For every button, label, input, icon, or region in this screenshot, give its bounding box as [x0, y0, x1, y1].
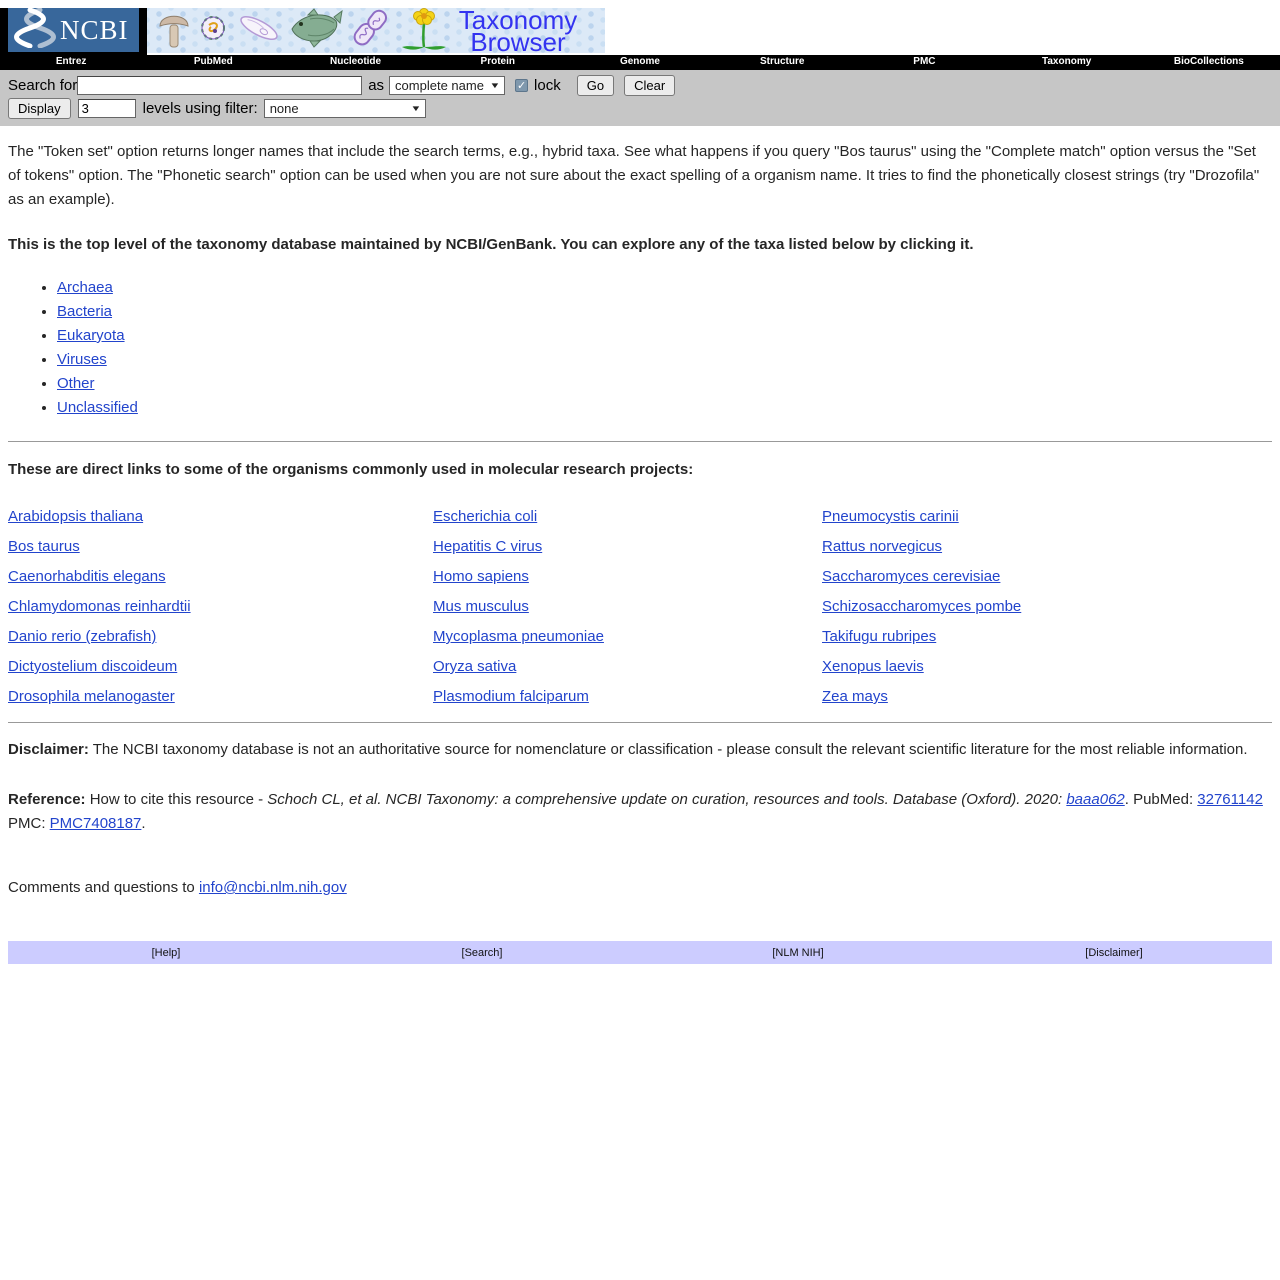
clear-button[interactable]: Clear [624, 75, 675, 96]
search-row [8, 74, 1272, 96]
divider [8, 441, 1272, 442]
citation-doi-link[interactable]: baaa062 [1066, 791, 1125, 808]
organism-link[interactable]: Zea mays [822, 688, 888, 705]
reference-citation: Schoch CL, et al. NCBI Taxonomy: a comprehensive update on curation, resources and tools. Database (Oxford). 2020: [267, 791, 1067, 808]
mitochondria-icon [349, 8, 393, 53]
footer-link-search[interactable]: [Search] [461, 946, 503, 959]
nav-item-genome[interactable]: Genome [619, 56, 660, 67]
search-for-label: Search for [8, 76, 78, 94]
pmc-label: PMC: [8, 815, 50, 832]
chevron-down-icon: ▼ [489, 80, 501, 90]
organism-link[interactable]: Mus musculus [433, 598, 529, 615]
search-input[interactable] [77, 76, 362, 95]
list-item [57, 324, 1272, 348]
virus-icon [196, 11, 230, 50]
taxa-link-other[interactable]: Other [57, 375, 95, 392]
footer-link-nlm-nih[interactable]: [NLM NIH] [772, 946, 824, 959]
organism-link[interactable]: Caenorhabditis elegans [8, 568, 166, 585]
footer-link-disclaimer[interactable]: [Disclaimer] [1085, 946, 1143, 959]
paramecium-icon [235, 8, 283, 53]
levels-input[interactable] [78, 99, 136, 118]
organism-link[interactable]: Dictyostelium discoideum [8, 658, 178, 675]
organism-link[interactable]: Pneumocystis carinii [822, 508, 959, 525]
name-type-select[interactable] [389, 76, 505, 95]
comments-line [8, 876, 1272, 900]
organism-link[interactable]: Xenopus laevis [822, 658, 924, 675]
list-item [57, 372, 1272, 396]
taxa-link-unclassified[interactable]: Unclassified [57, 399, 138, 416]
organism-link[interactable]: Oryza sativa [433, 658, 517, 675]
footer-link-help[interactable]: [Help] [151, 946, 181, 959]
nav-item-taxonomy[interactable]: Taxonomy [1042, 56, 1092, 67]
organism-link[interactable]: Schizosaccharomyces pombe [822, 598, 1022, 615]
page-header [0, 0, 1280, 55]
main-content [8, 140, 1272, 900]
filter-selected-value: none [269, 100, 299, 116]
reference-paragraph [8, 788, 1272, 836]
lock-checkbox[interactable] [515, 79, 528, 92]
organism-link[interactable]: Escherichia coli [433, 508, 538, 525]
search-toolbar [0, 70, 1280, 126]
list-item [57, 300, 1272, 324]
reference-label: Reference: [8, 791, 86, 808]
organism-link[interactable]: Drosophila melanogaster [8, 688, 175, 705]
list-item [57, 348, 1272, 372]
display-row [8, 97, 1272, 119]
ncbi-logo[interactable] [8, 8, 139, 52]
nav-item-nucleotide[interactable]: Nucleotide [329, 56, 382, 67]
taxa-link-archaea[interactable]: Archaea [57, 279, 113, 296]
taxonomy-browser-title [433, 9, 603, 53]
top-nav-bar [0, 55, 1280, 70]
organism-link[interactable]: Saccharomyces cerevisiae [822, 568, 1001, 585]
disclaimer-text: The NCBI taxonomy database is not an authoritative source for nomenclature or classification - please consult the relevant scientific literature for the most reliable information. [88, 741, 1248, 758]
top-level-heading: This is the top level of the taxonomy database maintained by NCBI/GenBank. You can explore any of the taxa listed below by clicking it. [8, 236, 974, 253]
nav-item-structure[interactable]: Structure [759, 56, 805, 67]
list-item [57, 276, 1272, 300]
as-label: as [368, 76, 385, 94]
organism-link[interactable]: Homo sapiens [433, 568, 529, 585]
organism-link[interactable]: Arabidopsis thaliana [8, 508, 144, 525]
nav-item-protein[interactable]: Protein [480, 56, 515, 67]
nav-item-pubmed[interactable]: PubMed [193, 56, 233, 67]
nav-item-biocollections[interactable]: BioCollections [1173, 56, 1244, 67]
mushroom-icon [157, 8, 191, 53]
nav-item-pmc[interactable]: PMC [913, 56, 936, 67]
reference-period: . [141, 815, 146, 832]
display-button[interactable]: Display [8, 98, 71, 119]
taxonomy-banner [147, 8, 605, 53]
taxa-link-viruses[interactable]: Viruses [57, 351, 107, 368]
footer-bar [8, 941, 1272, 964]
nav-item-entrez[interactable]: Entrez [55, 56, 87, 67]
title-line-1: Taxonomy [458, 8, 578, 35]
taxa-link-bacteria[interactable]: Bacteria [57, 303, 113, 320]
top-level-taxa-list [8, 276, 1272, 420]
organism-link[interactable]: Plasmodium falciparum [433, 688, 589, 705]
organism-link[interactable]: Bos taurus [8, 538, 80, 555]
pubmed-label: . PubMed: [1124, 791, 1198, 808]
lock-label: lock [534, 76, 561, 94]
levels-filter-label: levels using filter: [142, 99, 258, 117]
comments-text: Comments and questions to [8, 879, 199, 896]
title-line-2: Browser [470, 27, 566, 53]
name-type-selected-value: complete name [395, 77, 484, 93]
pubmed-id-link[interactable]: 32761142 [1197, 791, 1263, 808]
chevron-down-icon: ▼ [410, 103, 422, 113]
divider [8, 722, 1272, 723]
organism-link[interactable]: Takifugu rubripes [822, 628, 937, 645]
token-set-paragraph: The "Token set" option returns longer names that include the search terms, e.g., hybrid taxa. See what happens if you query "Bos taurus" using the "Complete match" option versus the "Set of tokens" option. The "Phonetic search" option can be used when you are not sure about the exact spelling of a organism name. It tries to find the phonetically closest strings (try "Drozofila" as an example). [8, 143, 1260, 208]
filter-select[interactable] [264, 99, 426, 118]
fish-icon [288, 8, 344, 53]
organism-link[interactable]: Danio rerio (zebrafish) [8, 628, 157, 645]
organism-link[interactable]: Chlamydomonas reinhardtii [8, 598, 191, 615]
go-button[interactable]: Go [577, 75, 614, 96]
organism-link[interactable]: Hepatitis C virus [433, 538, 543, 555]
organisms-heading: These are direct links to some of the organisms commonly used in molecular research projects: [8, 461, 694, 478]
check-icon: ✓ [516, 79, 527, 92]
organism-link[interactable]: Mycoplasma pneumoniae [433, 628, 604, 645]
contact-email-link[interactable]: info@ncbi.nlm.nih.gov [198, 879, 347, 896]
taxa-link-eukaryota[interactable]: Eukaryota [57, 327, 125, 344]
dna-helix-icon [14, 8, 56, 53]
organism-link[interactable]: Rattus norvegicus [822, 538, 943, 555]
ncbi-logo-text: NCBI [60, 14, 129, 45]
disclaimer-label: Disclaimer: [8, 741, 89, 758]
banner-organism-icons [157, 8, 450, 53]
disclaimer-paragraph [8, 738, 1272, 762]
logo-cell [0, 8, 147, 55]
pmc-id-link[interactable]: PMC7408187 [49, 815, 142, 832]
reference-prefix: How to cite this resource - [85, 791, 268, 808]
list-item [57, 396, 1272, 420]
organism-links-table [8, 508, 1272, 705]
